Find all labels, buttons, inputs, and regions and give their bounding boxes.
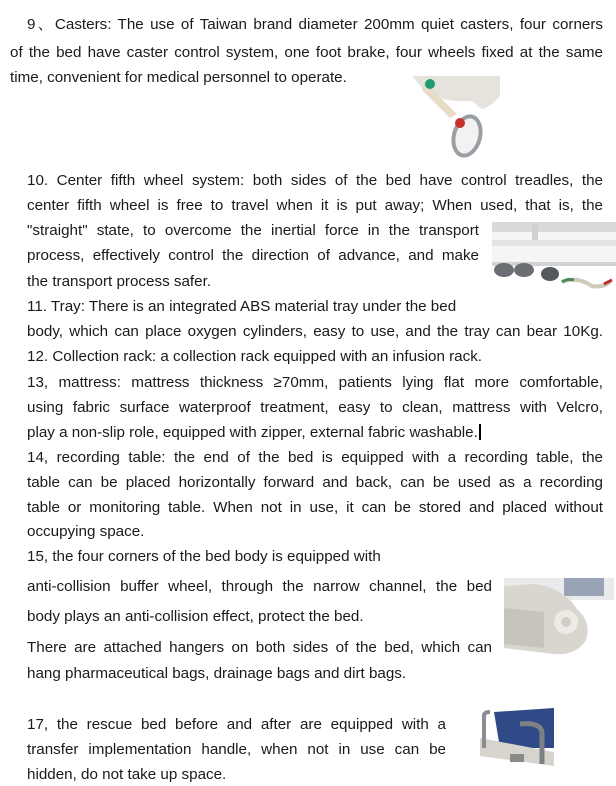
text-line: 10. Center fifth wheel system: both sides of the bed have control treadles, the [27, 172, 603, 189]
text-line: occupying space. [27, 523, 145, 540]
text-line: 9、Casters: The use of Taiwan brand diameter 200mm quiet casters, four corners [27, 16, 603, 33]
fifth-wheel-image [492, 222, 616, 292]
text-cursor [479, 424, 481, 440]
text-line: "straight" state, to overcome the inertial force in the transport [27, 222, 479, 239]
text-line: center fifth wheel is free to travel when it is put away; When used, that is, the [27, 197, 603, 214]
text-line: 13, mattress: mattress thickness ≥70mm, patients lying flat more comfortable, [27, 374, 603, 391]
caster-wheel-image [412, 76, 504, 158]
text-line: the transport process safer. [27, 273, 212, 290]
text-line: There are attached hangers on both sides of the bed, which can [27, 639, 492, 656]
text-line: hidden, do not take up space. [27, 766, 227, 783]
transfer-handle-image [480, 708, 556, 766]
text-line: of the bed have caster control system, one foot brake, four wheels fixed at the same [10, 44, 603, 61]
text-line: 15, the four corners of the bed body is equipped with [27, 548, 381, 565]
text-line: anti-collision buffer wheel, through the narrow channel, the bed [27, 578, 492, 595]
text-line: 14, recording table: the end of the bed is equipped with a recording table, the [27, 449, 603, 466]
text-line: body, which can place oxygen cylinders, easy to use, and the tray can bear 10Kg. [27, 323, 603, 340]
text-line: 17, the rescue bed before and after are equipped with a [27, 716, 446, 733]
text-line: using fabric surface waterproof treatment, easy to clean, mattress with Velcro, [27, 399, 603, 416]
anti-collision-wheel-image [504, 578, 614, 656]
text-line: transfer implementation handle, when not in use can be [27, 741, 446, 758]
text-line: body plays an anti-collision effect, protect the bed. [27, 608, 364, 625]
text-line: table can be placed horizontally forward and back, can be used as a recording [27, 474, 603, 491]
text-line: 12. Collection rack: a collection rack equipped with an infusion rack. [27, 348, 483, 365]
text-line-content: play a non-slip role, equipped with zipper, external fabric washable. [27, 424, 478, 441]
text-line: 11. Tray: There is an integrated ABS material tray under the bed [27, 298, 457, 315]
text-line [27, 424, 481, 442]
text-line: hang pharmaceutical bags, drainage bags and dirt bags. [27, 665, 407, 682]
text-line: table or monitoring table. When not in use, it can be stored and placed without [27, 499, 603, 516]
text-line: process, effectively control the direction of advance, and make [27, 247, 479, 264]
text-line: time, convenient for medical personnel to operate. [10, 69, 347, 86]
